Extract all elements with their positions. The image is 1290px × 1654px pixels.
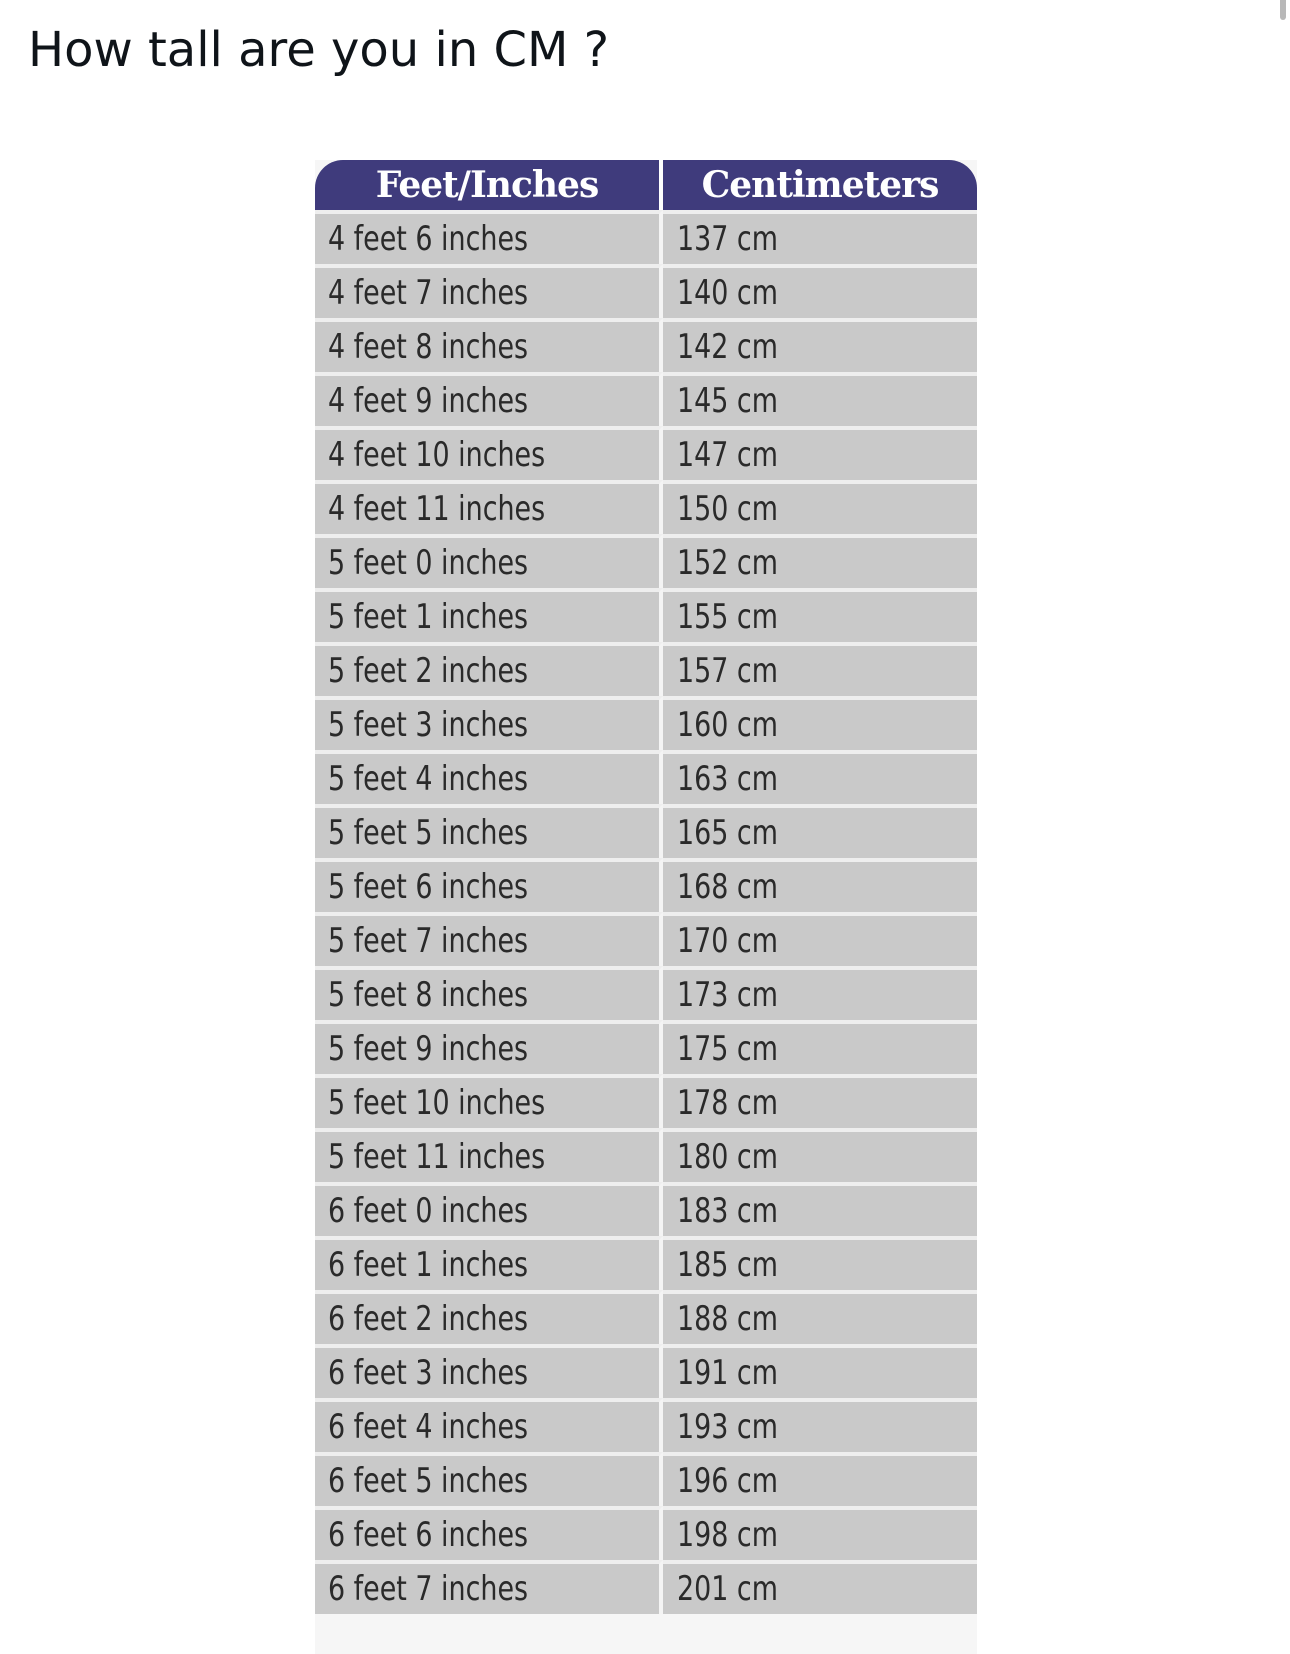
- cell-centimeters-text: 152 cm: [677, 543, 778, 583]
- table-header-row: [315, 160, 977, 210]
- cell-feet-inches-text: 6 feet 1 inches: [328, 1245, 529, 1285]
- cell-feet-inches: [315, 1344, 663, 1398]
- table-row: [315, 1128, 977, 1182]
- cell-centimeters-text: 137 cm: [677, 219, 778, 259]
- cell-centimeters: [663, 534, 977, 588]
- cell-centimeters: [663, 1128, 977, 1182]
- cell-centimeters: [663, 804, 977, 858]
- cell-centimeters: [663, 912, 977, 966]
- header-centimeters: Centimeters: [663, 160, 977, 210]
- table-row: [315, 1020, 977, 1074]
- cell-centimeters: [663, 750, 977, 804]
- cell-feet-inches-text: 6 feet 4 inches: [328, 1407, 529, 1447]
- cell-centimeters: [663, 1182, 977, 1236]
- cell-centimeters-text: 147 cm: [677, 435, 778, 475]
- table-row: [315, 1236, 977, 1290]
- cell-centimeters: [663, 696, 977, 750]
- cell-centimeters-text: 170 cm: [677, 921, 778, 961]
- cell-feet-inches-text: 6 feet 3 inches: [328, 1353, 529, 1393]
- cell-feet-inches-text: 4 feet 10 inches: [328, 435, 546, 475]
- cell-centimeters-text: 173 cm: [677, 975, 778, 1015]
- cell-feet-inches: [315, 804, 663, 858]
- cell-feet-inches: [315, 1182, 663, 1236]
- table-row: [315, 534, 977, 588]
- table-row: [315, 1344, 977, 1398]
- table-row: [315, 210, 977, 264]
- cell-centimeters-text: 142 cm: [677, 327, 778, 367]
- table-row: [315, 912, 977, 966]
- cell-centimeters: [663, 210, 977, 264]
- cell-centimeters-text: 165 cm: [677, 813, 778, 853]
- table-row: [315, 642, 977, 696]
- table-body: [315, 210, 977, 1614]
- cell-centimeters: [663, 1020, 977, 1074]
- cell-feet-inches-text: 5 feet 0 inches: [328, 543, 529, 583]
- table-row: [315, 750, 977, 804]
- cell-feet-inches-text: 4 feet 6 inches: [328, 219, 529, 259]
- table-row: [315, 1398, 977, 1452]
- cell-feet-inches: [315, 696, 663, 750]
- cell-centimeters: [663, 480, 977, 534]
- cell-feet-inches-text: 5 feet 11 inches: [328, 1137, 546, 1177]
- cell-centimeters-text: 193 cm: [677, 1407, 778, 1447]
- cell-centimeters: [663, 1398, 977, 1452]
- cell-feet-inches: [315, 1560, 663, 1614]
- cell-feet-inches: [315, 1236, 663, 1290]
- cell-centimeters-text: 155 cm: [677, 597, 778, 637]
- cell-centimeters-text: 168 cm: [677, 867, 778, 907]
- cell-feet-inches: [315, 480, 663, 534]
- cell-feet-inches-text: 6 feet 0 inches: [328, 1191, 529, 1231]
- table-row: [315, 588, 977, 642]
- table-row: [315, 264, 977, 318]
- cell-feet-inches: [315, 210, 663, 264]
- cell-feet-inches: [315, 912, 663, 966]
- cell-feet-inches: [315, 1128, 663, 1182]
- cell-centimeters: [663, 1290, 977, 1344]
- table-row: [315, 966, 977, 1020]
- cell-feet-inches: [315, 1020, 663, 1074]
- cell-feet-inches: [315, 1074, 663, 1128]
- cell-feet-inches-text: 5 feet 2 inches: [328, 651, 529, 691]
- cell-feet-inches: [315, 534, 663, 588]
- cell-feet-inches-text: 4 feet 8 inches: [328, 327, 529, 367]
- header-feet-inches: Feet/Inches: [315, 160, 663, 210]
- cell-centimeters-text: 150 cm: [677, 489, 778, 529]
- cell-feet-inches-text: 5 feet 9 inches: [328, 1029, 529, 1069]
- cell-feet-inches-text: 5 feet 5 inches: [328, 813, 529, 853]
- cell-centimeters-text: 157 cm: [677, 651, 778, 691]
- cell-centimeters-text: 145 cm: [677, 381, 778, 421]
- cell-centimeters: [663, 372, 977, 426]
- cell-feet-inches-text: 5 feet 3 inches: [328, 705, 529, 745]
- cell-centimeters: [663, 966, 977, 1020]
- table-row: [315, 1560, 977, 1614]
- cell-feet-inches: [315, 642, 663, 696]
- cell-centimeters: [663, 1074, 977, 1128]
- cell-centimeters: [663, 1560, 977, 1614]
- cell-centimeters-text: 178 cm: [677, 1083, 778, 1123]
- cell-centimeters-text: 201 cm: [677, 1569, 778, 1609]
- cell-feet-inches-text: 5 feet 4 inches: [328, 759, 529, 799]
- cell-feet-inches: [315, 750, 663, 804]
- cell-centimeters-text: 180 cm: [677, 1137, 778, 1177]
- cell-feet-inches-text: 5 feet 10 inches: [328, 1083, 546, 1123]
- cell-feet-inches: [315, 372, 663, 426]
- cell-centimeters: [663, 426, 977, 480]
- table-row: [315, 1290, 977, 1344]
- cell-centimeters-text: 140 cm: [677, 273, 778, 313]
- cell-centimeters-text: 183 cm: [677, 1191, 778, 1231]
- table-row: [315, 318, 977, 372]
- table-row: [315, 1182, 977, 1236]
- cell-feet-inches-text: 5 feet 7 inches: [328, 921, 529, 961]
- scroll-indicator[interactable]: [1280, 0, 1286, 20]
- cell-feet-inches: [315, 1452, 663, 1506]
- table-row: [315, 480, 977, 534]
- cell-feet-inches-text: 6 feet 5 inches: [328, 1461, 529, 1501]
- cell-feet-inches: [315, 1290, 663, 1344]
- height-conversion-table: [315, 160, 977, 1614]
- cell-centimeters: [663, 588, 977, 642]
- cell-centimeters-text: 175 cm: [677, 1029, 778, 1069]
- cell-centimeters: [663, 264, 977, 318]
- cell-centimeters-text: 185 cm: [677, 1245, 778, 1285]
- post-image[interactable]: [315, 160, 977, 1654]
- cell-centimeters-text: 160 cm: [677, 705, 778, 745]
- cell-centimeters-text: 198 cm: [677, 1515, 778, 1555]
- cell-feet-inches: [315, 858, 663, 912]
- table-row: [315, 372, 977, 426]
- cell-centimeters: [663, 1344, 977, 1398]
- cell-centimeters: [663, 1506, 977, 1560]
- cell-centimeters: [663, 318, 977, 372]
- cell-feet-inches-text: 6 feet 6 inches: [328, 1515, 529, 1555]
- cell-feet-inches-text: 5 feet 8 inches: [328, 975, 529, 1015]
- table-row: [315, 696, 977, 750]
- cell-centimeters-text: 188 cm: [677, 1299, 778, 1339]
- cell-centimeters: [663, 1236, 977, 1290]
- cell-centimeters: [663, 642, 977, 696]
- cell-feet-inches-text: 6 feet 2 inches: [328, 1299, 529, 1339]
- table-row: [315, 426, 977, 480]
- cell-feet-inches-text: 4 feet 9 inches: [328, 381, 529, 421]
- cell-feet-inches: [315, 426, 663, 480]
- table-row: [315, 1506, 977, 1560]
- cell-centimeters-text: 191 cm: [677, 1353, 778, 1393]
- cell-feet-inches: [315, 588, 663, 642]
- cell-feet-inches-text: 5 feet 1 inches: [328, 597, 529, 637]
- table-row: [315, 858, 977, 912]
- cell-feet-inches: [315, 264, 663, 318]
- cell-feet-inches: [315, 1398, 663, 1452]
- cell-feet-inches-text: 5 feet 6 inches: [328, 867, 529, 907]
- cell-feet-inches-text: 4 feet 7 inches: [328, 273, 529, 313]
- cell-centimeters-text: 163 cm: [677, 759, 778, 799]
- table-row: [315, 1074, 977, 1128]
- table-row: [315, 1452, 977, 1506]
- cell-centimeters-text: 196 cm: [677, 1461, 778, 1501]
- cell-feet-inches-text: 4 feet 11 inches: [328, 489, 546, 529]
- post-text: How tall are you in CM ?: [28, 22, 610, 78]
- cell-centimeters: [663, 1452, 977, 1506]
- cell-feet-inches: [315, 318, 663, 372]
- cell-feet-inches: [315, 966, 663, 1020]
- table-row: [315, 804, 977, 858]
- cell-feet-inches-text: 6 feet 7 inches: [328, 1569, 529, 1609]
- cell-feet-inches: [315, 1506, 663, 1560]
- cell-centimeters: [663, 858, 977, 912]
